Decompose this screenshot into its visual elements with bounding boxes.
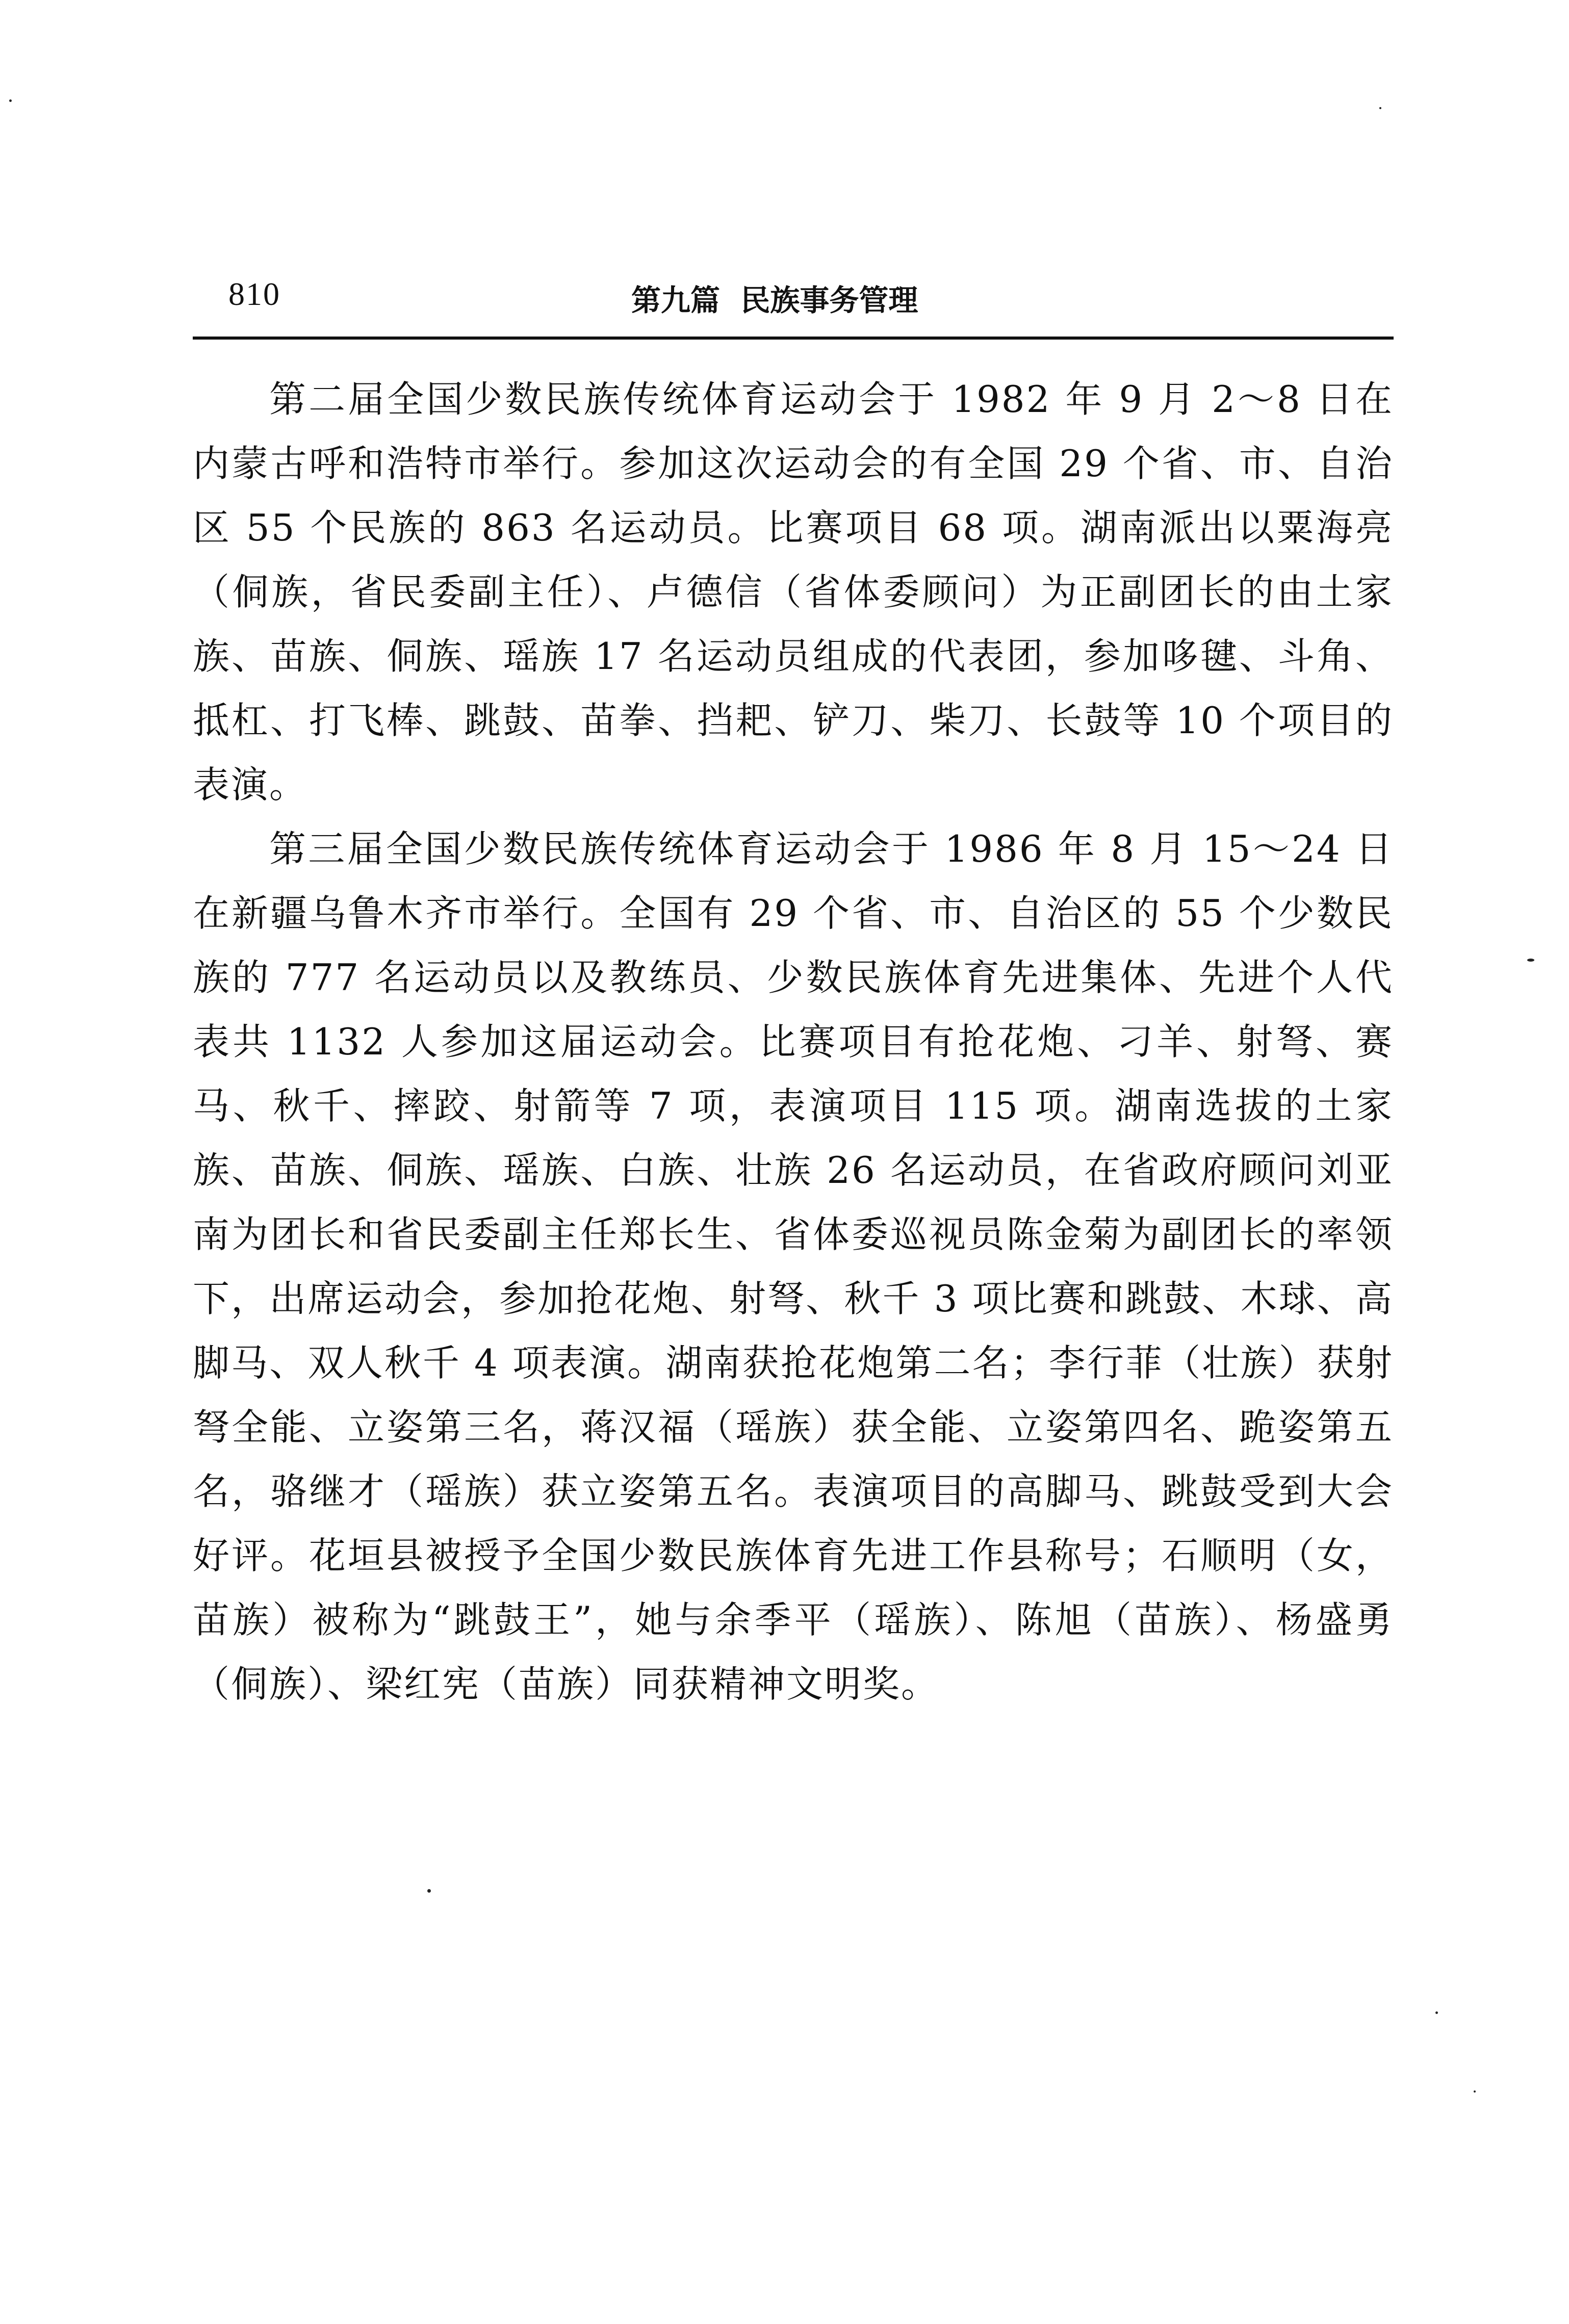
running-title: 第九篇 民族事务管理 bbox=[631, 283, 918, 318]
body-text bbox=[193, 367, 1394, 1716]
scan-speck bbox=[1474, 2090, 1476, 2093]
scan-speck bbox=[9, 99, 12, 102]
header-rule bbox=[193, 337, 1394, 340]
paragraph-1: 第二届全国少数民族传统体育运动会于 1982 年 9 月 2～8 日在内蒙古呼和浩特市举行。参加这次运动会的有全国 29 个省、市、自治区 55 个民族的 863 名运动员。比赛项目 68 项。湖南派出以粟海亮（侗族，省民委副主任）、卢德信（省体委顾问）为正副团长的由土家族、苗族、侗族、瑶族 17 名运动员组成的代表团，参加哆毽、斗角、抵杠、打飞棒、跳鼓、苗拳、挡耙、铲刀、柴刀、长鼓等 10 个项目的表演。 bbox=[193, 378, 1394, 806]
scan-speck bbox=[1379, 107, 1381, 109]
scan-speck bbox=[427, 1889, 431, 1893]
page-header bbox=[193, 265, 1386, 321]
paragraph-2: 第三届全国少数民族传统体育运动会于 1986 年 8 月 15～24 日在新疆乌鲁木齐市举行。全国有 29 个省、市、自治区的 55 个少数民族的 777 名运动员以及教练员、少数民族体育先进集体、先进个人代表共 1132 人参加这届运动会。比赛项目有抢花炮、刁羊、射弩、赛马、秋千、摔跤、射箭等 7 项，表演项目 115 项。湖南选拔的土家族、苗族、侗族、瑶族、白族、壮族 26 名运动员，在省政府顾问刘亚南为团长和省民委副主任郑长生、省体委巡视员陈金菊为副团长的率领下，出席运动会，参加抢花炮、射弩、秋千 3 项比赛和跳鼓、木球、高脚马、双人秋千 4 项表演。湖南获抢花炮第二名；李行菲（壮族）获射弩全能、立姿第三名，蒋汉福（瑶族）获全能、立姿第四名、跪姿第五名，骆继才（瑶族）获立姿第五名。表演项目的高脚马、跳鼓受到大会好评。花垣县被授予全国少数民族体育先进工作县称号；石顺明（女，苗族）被称为“跳鼓王”，她与余季平（瑶族）、陈旭（苗族）、杨盛勇（侗族）、梁红宪（苗族）同获精神文明奖。 bbox=[193, 828, 1394, 1706]
page-number: 810 bbox=[228, 276, 280, 312]
scan-speck bbox=[1435, 2011, 1438, 2014]
scan-speck bbox=[1527, 959, 1534, 962]
